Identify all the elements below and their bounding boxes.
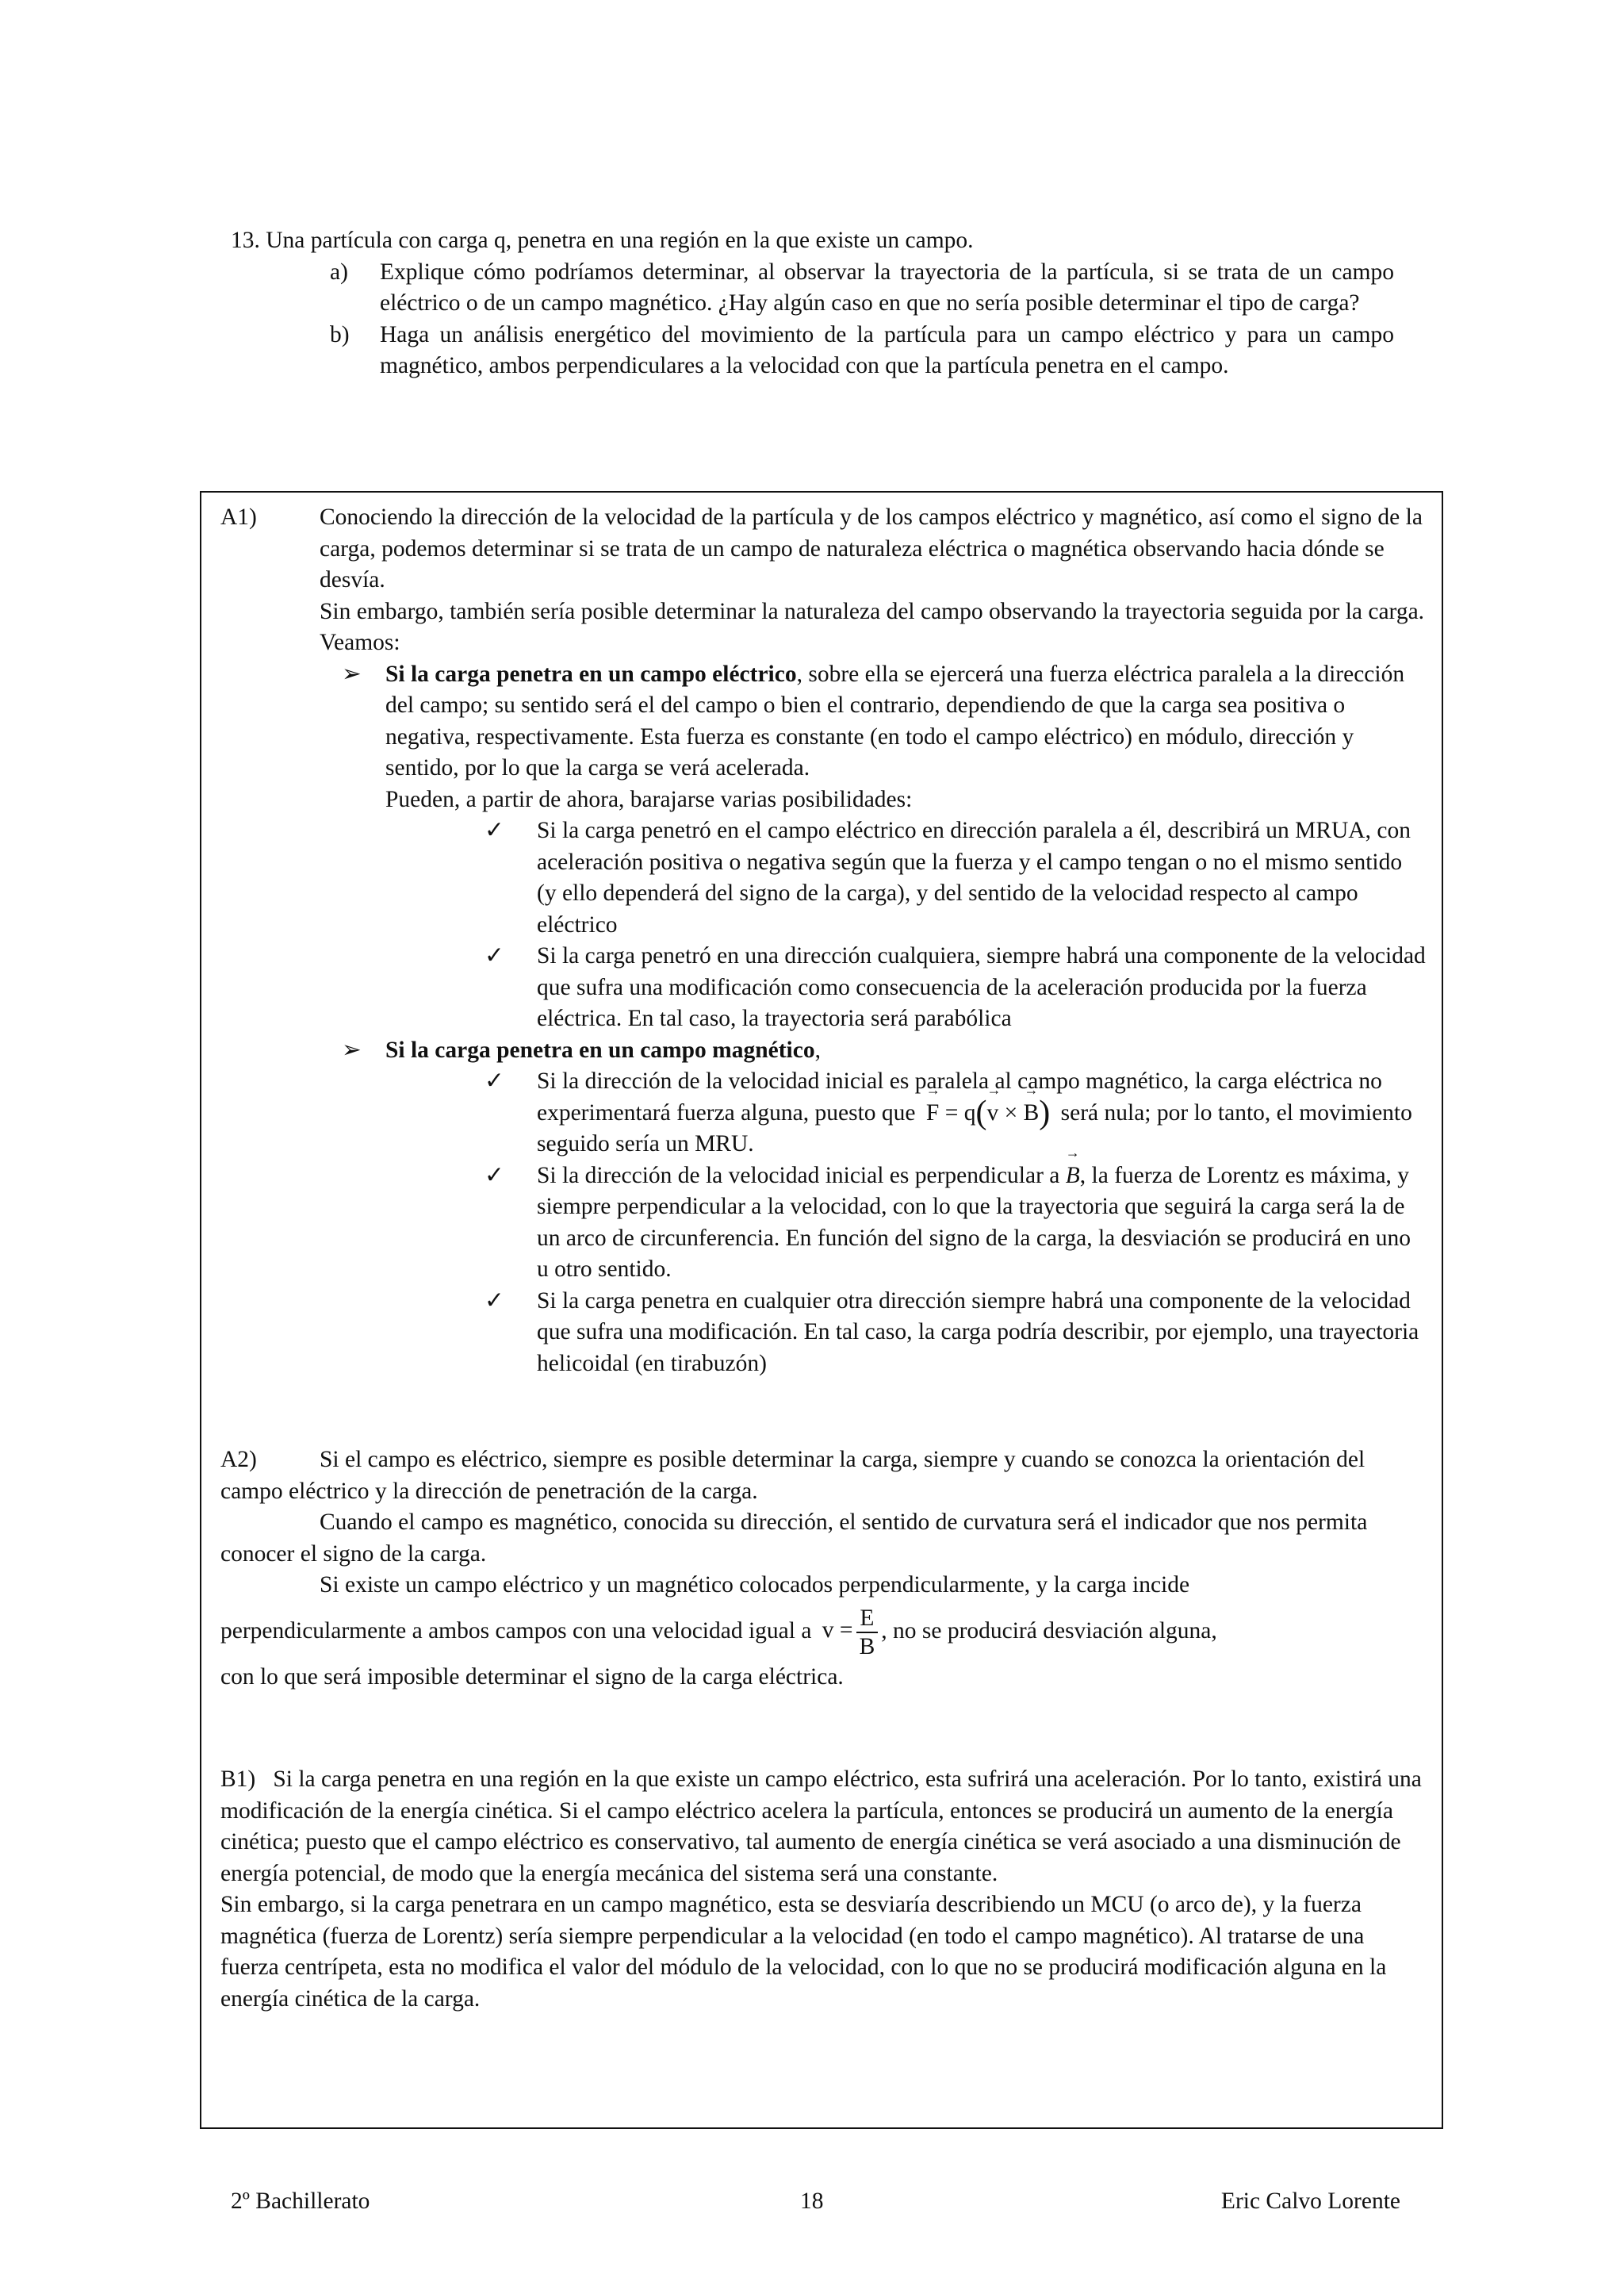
fraction-numerator: E [856, 1605, 879, 1633]
fraction-denominator: B [859, 1633, 875, 1659]
vector-v: → v [986, 1098, 998, 1130]
vector-f: → F [926, 1098, 939, 1130]
check2-pre: Si la dirección de la velocidad inicial es perpendicular a [537, 1162, 1060, 1188]
magnetic-check-3 [485, 1286, 1426, 1380]
check-text [537, 1066, 1426, 1160]
b1-label: B1) [220, 1766, 256, 1792]
a1-body [320, 502, 1426, 1379]
checkmark-icon: ✓ [485, 818, 504, 843]
a2-p1: Si el campo es eléctrico, siempre es posible determinar la carga, siempre y cuando se conozca la orientación del campo eléctrico y la dirección de penetración de la carga. [220, 1447, 1365, 1504]
check2-post: , la fuerza de Lorentz es máxima, y siempre perpendicular a la velocidad, con lo que la trayectoria que seguirá la carga será la de un arco de circunferencia. En función del signo de la carga, la desviación se producirá en uno u otro sentido. [537, 1162, 1411, 1282]
footer-author: Eric Calvo Lorente [1220, 2188, 1400, 2214]
bullet-text [385, 1035, 1426, 1067]
footer-page-number: 18 [800, 2188, 824, 2214]
a2-p2: Cuando el campo es magnético, conocida su dirección, el sentido de curvatura será el indicador que nos permita conocer el signo de la carga. [220, 1509, 1368, 1567]
eq-q: = q [944, 1099, 976, 1126]
magnetic-text: , [814, 1037, 821, 1063]
bullet-magnetic [342, 1035, 1426, 1067]
part-label: b) [330, 321, 350, 347]
a2-p4-pre: perpendicularmente a ambos campos con una velocidad igual a [220, 1617, 812, 1644]
times-sign: × [1004, 1099, 1018, 1126]
a2-p5: con lo que será imposible determinar el signo de la carga eléctrica. [220, 1663, 844, 1690]
answer-a2 [220, 1444, 1426, 1693]
v-equals: v = [822, 1617, 853, 1644]
electric-check-2 [485, 941, 1426, 1035]
b1-paragraph-1 [220, 1764, 1426, 1889]
electric-check-1 [485, 815, 1426, 941]
a2-p4-post: , no se producirá desviación alguna, [881, 1617, 1217, 1644]
open-paren-icon: ( [975, 1094, 987, 1131]
vector-b: → B [1024, 1098, 1040, 1130]
answer-b1 [220, 1764, 1426, 2015]
a2-paragraph-1 [220, 1444, 1426, 1507]
check-text: Si la carga penetró en una dirección cualquiera, siempre habrá una componente de la velocidad que sufra una modificación como consecuencia de la aceleración producida por la fuerza eléctrica. En tal caso, la trayectoria será parabólica [537, 943, 1426, 1031]
part-text: Explique cómo podríamos determinar, al observar la trayectoria de la partícula, si se trata de un campo eléctrico o de un campo magnético. ¿Hay algún caso en que no sería posible determinar el tipo de carga? [380, 259, 1394, 316]
a1-label: A1) [220, 504, 257, 530]
answer-a1 [220, 502, 1426, 1379]
b1-p1: Si la carga penetra en una región en la que existe un campo eléctrico, esta sufrirá una aceleración. Por lo tanto, existirá una modificación de la energía cinética. Si el campo eléctrico acelera la partícula, entonces se producirá un aumento de la energía cinética; puesto que el campo eléctrico es conservativo, tal aumento de energía cinética se verá asociado a una disminución de energía potencial, de modo que la energía mecánica del sistema será una constante. [220, 1766, 1422, 1886]
a1-row [220, 502, 1426, 1379]
check-text [537, 1160, 1426, 1286]
a1-intro-1: Conociendo la dirección de la velocidad de la partícula y de los campos eléctrico y magnético, así como el signo de la carga, podemos determinar si se trata de un campo de naturaleza eléctrica o magnética observando hacia dónde se desvía. [320, 504, 1423, 593]
checkmark-icon: ✓ [485, 943, 504, 969]
checkmark-icon: ✓ [485, 1287, 504, 1314]
question-part-b [330, 320, 1400, 382]
question-part-a [330, 257, 1400, 320]
footer-course: 2º Bachillerato [231, 2188, 370, 2214]
a2-label: A2) [220, 1447, 257, 1472]
checkmark-icon: ✓ [485, 1068, 504, 1094]
arrow-bullet-icon: ➢ [342, 661, 362, 687]
check1-post: será nula; por lo tanto, el movimiento seguido sería un MRU. [537, 1099, 1412, 1157]
electric-after: Pueden, a partir de ahora, barajarse varias posibilidades: [385, 786, 913, 812]
checkmark-icon: ✓ [485, 1162, 504, 1188]
question-stem: 13. Una partícula con carga q, penetra en una región en la que existe un campo. [231, 228, 974, 253]
vector-b-italic: → B [1066, 1160, 1080, 1192]
electric-heading: Si la carga penetra en un campo eléctrico [385, 661, 797, 687]
lorentz-formula [921, 1094, 1055, 1131]
close-paren-icon: ) [1039, 1094, 1051, 1131]
page-footer [231, 2186, 1400, 2218]
arrow-bullet-icon: ➢ [342, 1037, 362, 1063]
check-text: Si la carga penetró en el campo eléctrico en dirección paralela a él, describirá un MRUA, con aceleración positiva o negativa según que la fuerza y el campo tengan o no el mismo sentido (y ello dependerá del signo de la carga), y del sentido de la velocidad respecto al campo eléctrico [537, 818, 1411, 938]
magnetic-check-1 [485, 1066, 1426, 1160]
check-text: Si la carga penetra en cualquier otra dirección siempre habrá una componente de la velocidad que sufra una modificación. En tal caso, la carga podría describir, por ejemplo, una trayectoria helicoidal (en tirabuzón) [537, 1287, 1419, 1376]
a2-p4 [220, 1605, 1426, 1660]
part-text: Haga un análisis energético del movimiento de la partícula para un campo eléctrico y para un campo magnético, ambos perpendiculares a la velocidad con que la partícula penetra en el campo. [380, 321, 1394, 378]
a1-intro-2: Sin embargo, también sería posible determinar la naturaleza del campo observando la trayectoria seguida por la carga. Veamos: [320, 598, 1425, 655]
a2-p3: Si existe un campo eléctrico y un magnético colocados perpendicularmente, y la carga incide [320, 1572, 1190, 1598]
bullet-electric [342, 659, 1426, 816]
fraction-e-over-b [856, 1605, 879, 1660]
question-13 [231, 225, 1400, 382]
magnetic-heading: Si la carga penetra en un campo magnético [385, 1037, 815, 1063]
magnetic-check-2 [485, 1160, 1426, 1286]
electric-text: , sobre ella se ejercerá una fuerza eléctrica paralela a la dirección del campo; su sentido será el del campo o bien el contrario, dependiendo de que la carga sea positiva o negativa, respectivamente. Esta fuerza es constante (en todo el campo eléctrico) en módulo, dirección y sentido, por lo que la carga se verá acelerada. [385, 661, 1405, 781]
bullet-text [385, 659, 1426, 816]
part-label: a) [330, 259, 348, 285]
answer-box [200, 491, 1443, 2129]
b1-p2: Sin embargo, si la carga penetrara en un campo magnético, esta se desviaría describiendo un MCU (o arco de), y la fuerza magnética (fuerza de Lorentz) sería siempre perpendicular a la velocidad (en todo el campo magnético). Al tratarse de una fuerza centrípeta, esta no modifica el valor del módulo de la velocidad, con lo que no se producirá modificación alguna en la energía cinética de la carga. [220, 1892, 1387, 2012]
check1-pre: Si la dirección de la velocidad inicial es paralela al campo magnético, la carga eléctrica no experimentará fuerza alguna, puesto que [537, 1068, 1382, 1126]
